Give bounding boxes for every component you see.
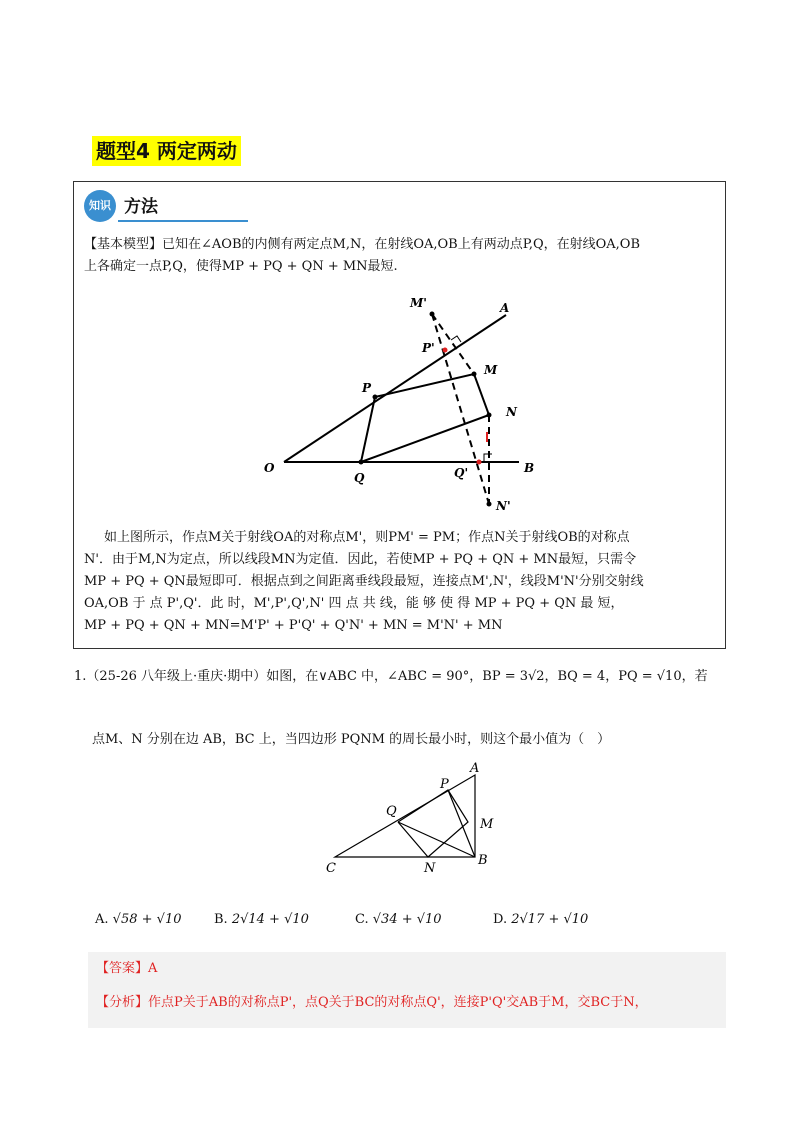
choice-d-letter: D.	[493, 912, 508, 927]
method-underline	[118, 220, 248, 222]
choice-b	[214, 912, 309, 927]
point-m	[472, 372, 477, 377]
explain-line-5: MP + PQ + QN + MN=M'P' + P'Q' + Q'N' + MN = M'N' + MN	[84, 618, 503, 633]
label-p-prime: P'	[422, 341, 435, 355]
method-icon: 知识	[84, 190, 116, 222]
path-qpmnq	[361, 374, 489, 462]
point-p-prime	[443, 348, 448, 353]
question-line-2: 点M、N 分别在边 AB，BC 上，当四边形 PQNM 的周长最小时，则这个最小值为（ ）	[92, 732, 611, 747]
label-n-prime: N'	[496, 499, 511, 512]
choice-c-text: √34 + √10	[372, 912, 442, 927]
point-n	[487, 413, 492, 418]
label-m: M	[480, 817, 494, 832]
label-c: C	[326, 861, 336, 876]
label-n: N	[424, 861, 436, 876]
choice-a-text: √58 + √10	[112, 912, 182, 927]
choice-a-letter: A.	[95, 912, 109, 927]
path-qpmnq	[398, 790, 468, 857]
label-p: P	[362, 381, 372, 395]
question-line-1: 1.（25-26 八年级上·重庆·期中）如图，在∨ABC 中，∠ABC = 90°，BP = 3√2，BQ = 4，PQ = √10，若	[74, 669, 708, 684]
right-angle-a	[451, 336, 461, 342]
label-b: B	[524, 461, 535, 475]
model-line-1	[84, 234, 640, 256]
label-b: B	[478, 853, 488, 868]
choice-a	[95, 912, 181, 927]
explain-line-2: N'．由于M,N为定点，所以线段MN为定值．因此，若使MP + PQ + QN + MN最短，只需令	[84, 552, 637, 567]
explain-line-1: 如上图所示，作点M关于射线OA的对称点M'，则PM' = PM；作点N关于射线OB的对称点	[104, 530, 630, 545]
analysis-line	[96, 992, 648, 1014]
label-o: O	[264, 461, 275, 475]
answer-line	[96, 958, 157, 980]
answer-tag: 【答案】	[96, 961, 149, 976]
answer-box	[88, 952, 726, 1028]
label-p: P	[440, 777, 449, 792]
label-m-prime: M'	[410, 296, 427, 310]
analysis-text: 作点P关于AB的对称点P'，点Q关于BC的对称点Q'，连接P'Q'交AB于M，交BC于N，	[148, 995, 648, 1010]
label-q: Q	[386, 804, 397, 819]
point-p	[373, 395, 378, 400]
point-m-prime	[430, 312, 435, 317]
ray-oa	[284, 315, 506, 462]
label-n: N	[506, 405, 517, 419]
label-m: M	[484, 363, 498, 377]
model-text-1: 已知在∠AOB的内侧有两定点M,N，在射线OA,OB上有两动点P,Q，在射线OA,OB	[162, 237, 641, 252]
figure-aob	[254, 292, 554, 512]
point-q-prime	[477, 460, 482, 465]
choice-b-letter: B.	[214, 912, 228, 927]
choice-c	[355, 912, 442, 927]
point-q	[359, 460, 364, 465]
choice-c-letter: C.	[355, 912, 369, 927]
choice-d	[493, 912, 588, 927]
analysis-tag: 【分析】	[96, 995, 149, 1010]
triangle-abc	[335, 775, 475, 857]
label-q: Q	[354, 471, 365, 485]
explain-line-3: MP + PQ + QN最短即可．根据点到之间距离垂线段最短，连接点M',N'，线段M'N'分别交射线	[84, 574, 644, 589]
basic-model-tag: 【基本模型】	[84, 237, 163, 252]
label-a: A	[470, 761, 480, 776]
method-header	[84, 190, 244, 222]
answer-value: A	[148, 961, 158, 976]
model-line-2: 上各确定一点P,Q，使得MP + PQ + QN + MN最短.	[84, 259, 398, 274]
method-label: 方法	[124, 197, 158, 217]
choice-d-text: 2√17 + √10	[511, 912, 589, 927]
dash-mprime-m	[432, 314, 474, 374]
point-n-prime	[487, 502, 492, 507]
explain-line-4: OA,OB 于 点 P',Q'．此 时，M',P',Q',N' 四 点 共 线，能 够 使 得 MP + PQ + QN 最 短，	[84, 596, 624, 611]
section-title: 题型4 两定两动	[92, 136, 241, 166]
choice-b-text: 2√14 + √10	[231, 912, 309, 927]
label-q-prime: Q'	[454, 466, 469, 480]
figure-abc	[320, 760, 510, 880]
method-box	[73, 181, 726, 649]
label-a: A	[500, 301, 510, 315]
